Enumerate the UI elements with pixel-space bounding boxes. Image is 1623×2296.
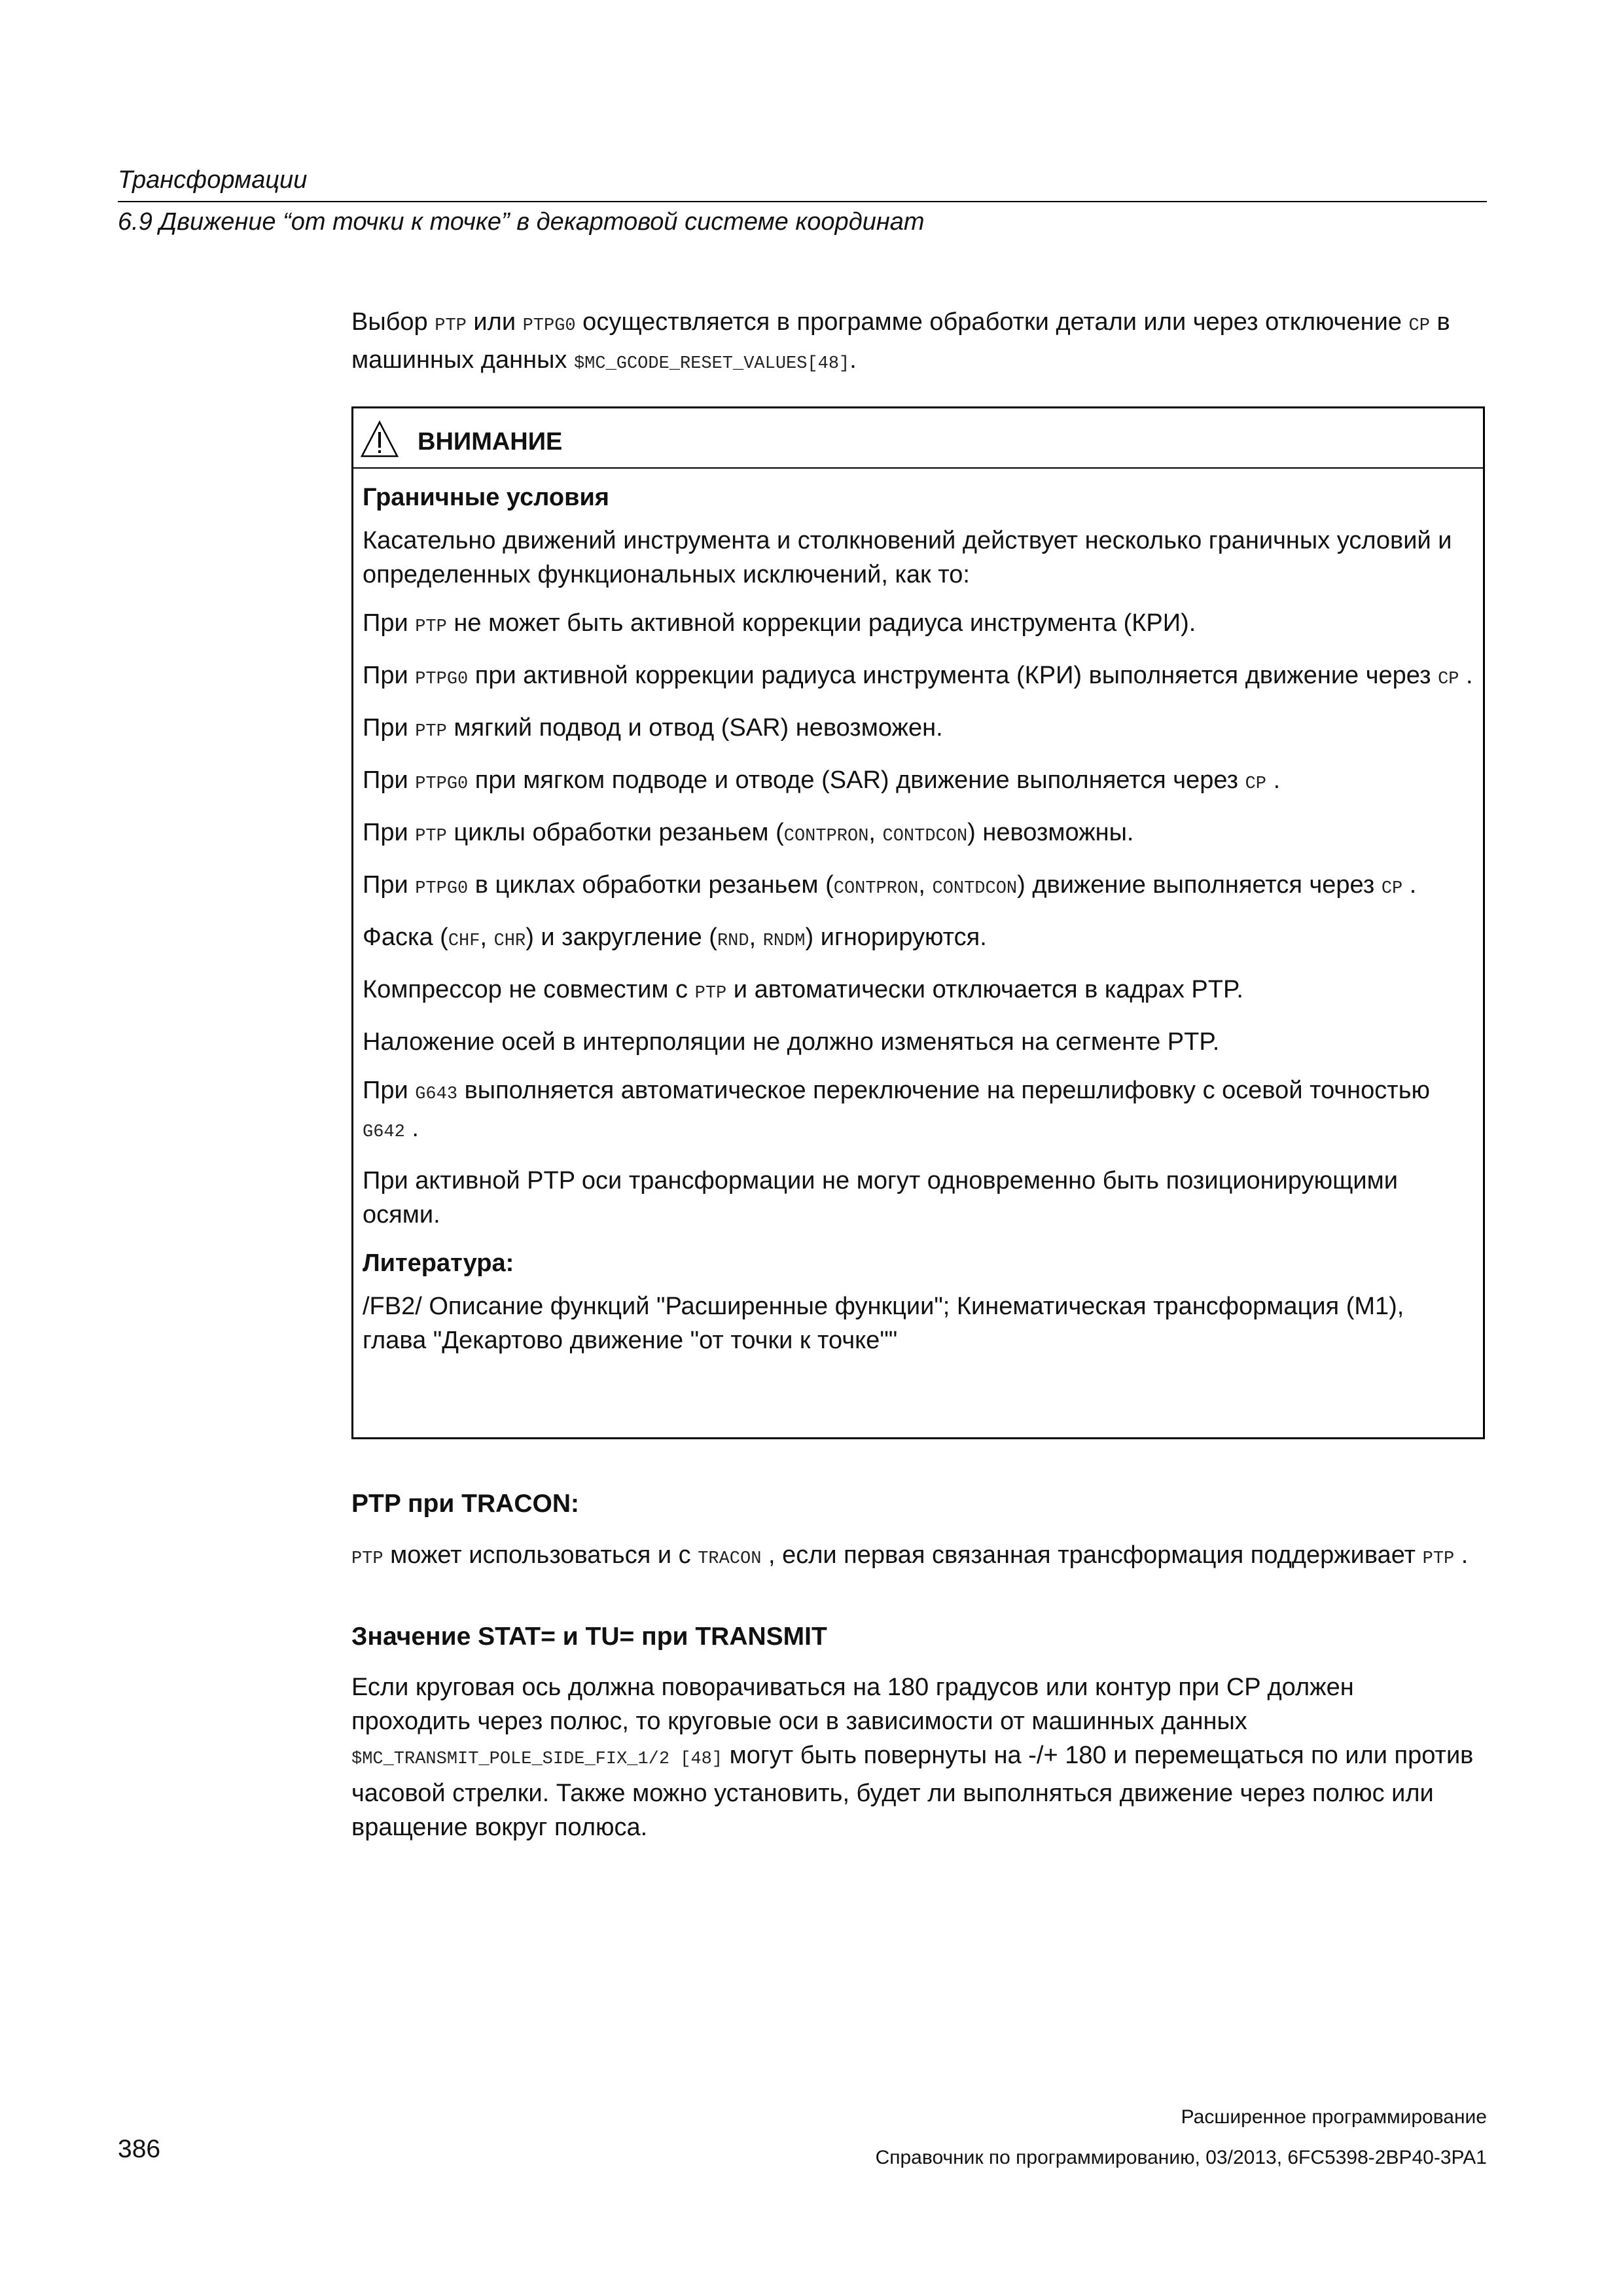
warning-paragraph: При PTP не может быть активной коррекции радиуса инструмента (КРИ). bbox=[363, 609, 1196, 637]
footer-reference: Справочник по программированию, 03/2013, 6FC5398-2BP40-3PA1 bbox=[875, 2147, 1487, 2168]
warning-paragraph: При PTPG0 при мягком подводе и отводе (SAR) движение выполняется через CP . bbox=[363, 766, 1281, 794]
warning-triangle-icon bbox=[360, 420, 399, 458]
literature-reference: глава "Декартово движение "от точки к точке"" bbox=[363, 1327, 898, 1354]
warning-paragraph: Компрессор не совместим с PTP и автоматически отключается в кадрах PTP. bbox=[363, 976, 1243, 1003]
tracon-paragraph: PTP может использоваться и с TRACON , если первая связанная трансформация поддерживает PTP . bbox=[351, 1541, 1469, 1569]
stat-paragraph: Если круговая ось должна поворачиваться на 180 градусов или контур при CP должен проходить через полюс, то круговые оси в зависимости от машинных данных $MC_TRANSMIT_POLE_SIDE_FIX_1/2 [48] могут быть повернуты на -/+ 180 и перемещаться по или против часовой стрелки. Также можно установить, будет ли выполняться движение через полюс или вращение вокруг полюса. bbox=[351, 1674, 1474, 1841]
footer-book-title: Расширенное программирование bbox=[1181, 2106, 1487, 2128]
section-title: 6.9 Движение “от точки к точке” в декартовой системе координат bbox=[118, 208, 925, 236]
warning-paragraph: Фаска (CHF, CHR) и закругление (RND, RNDM) игнорируются. bbox=[363, 924, 987, 951]
page-number: 386 bbox=[118, 2135, 161, 2163]
warning-paragraph: При PTPG0 в циклах обработки резаньем (CONTPRON, CONTDCON) движение выполняется через CP . bbox=[363, 871, 1417, 899]
warning-paragraph: При PTPG0 при активной коррекции радиуса инструмента (КРИ) выполняется движение через CP . bbox=[363, 662, 1473, 689]
literature-heading: Литература: bbox=[363, 1249, 514, 1277]
warning-paragraph: При G643 выполняется автоматическое переключение на перешлифовку с осевой точностью G642 . bbox=[363, 1077, 1430, 1142]
header-rule bbox=[118, 201, 1487, 202]
stat-heading: Значение STAT= и TU= при TRANSMIT bbox=[351, 1623, 827, 1651]
warning-paragraph: Касательно движений инструмента и столкновений действует несколько граничных условий и определенных функциональных исключений, как то: bbox=[363, 527, 1452, 588]
warning-heading: Граничные условия bbox=[363, 484, 609, 511]
warning-box bbox=[351, 406, 1485, 1439]
warning-paragraph: При PTP циклы обработки резаньем (CONTPRON, CONTDCON) невозможны. bbox=[363, 819, 1134, 846]
intro-paragraph: Выбор PTP или PTPG0 осуществляется в программе обработки детали или через отключение CP в машинных данных $MC_GCODE_RESET_VALUES[48]. bbox=[351, 308, 1450, 374]
tracon-heading: PTP при TRACON: bbox=[351, 1490, 579, 1518]
literature-reference: /FB2/ Описание функций "Расширенные функции"; Кинематическая трансформация (M1), bbox=[363, 1293, 1404, 1320]
warning-header bbox=[353, 408, 1483, 469]
warning-paragraph: При активной PTP оси трансформации не могут одновременно быть позиционирующими осями. bbox=[363, 1167, 1398, 1229]
warning-paragraph: При PTP мягкий подвод и отвод (SAR) невозможен. bbox=[363, 714, 943, 742]
warning-title: ВНИМАНИЕ bbox=[418, 428, 563, 456]
warning-paragraph: Наложение осей в интерполяции не должно изменяться на сегменте PTP. bbox=[363, 1028, 1220, 1056]
chapter-title: Трансформации bbox=[118, 166, 308, 194]
